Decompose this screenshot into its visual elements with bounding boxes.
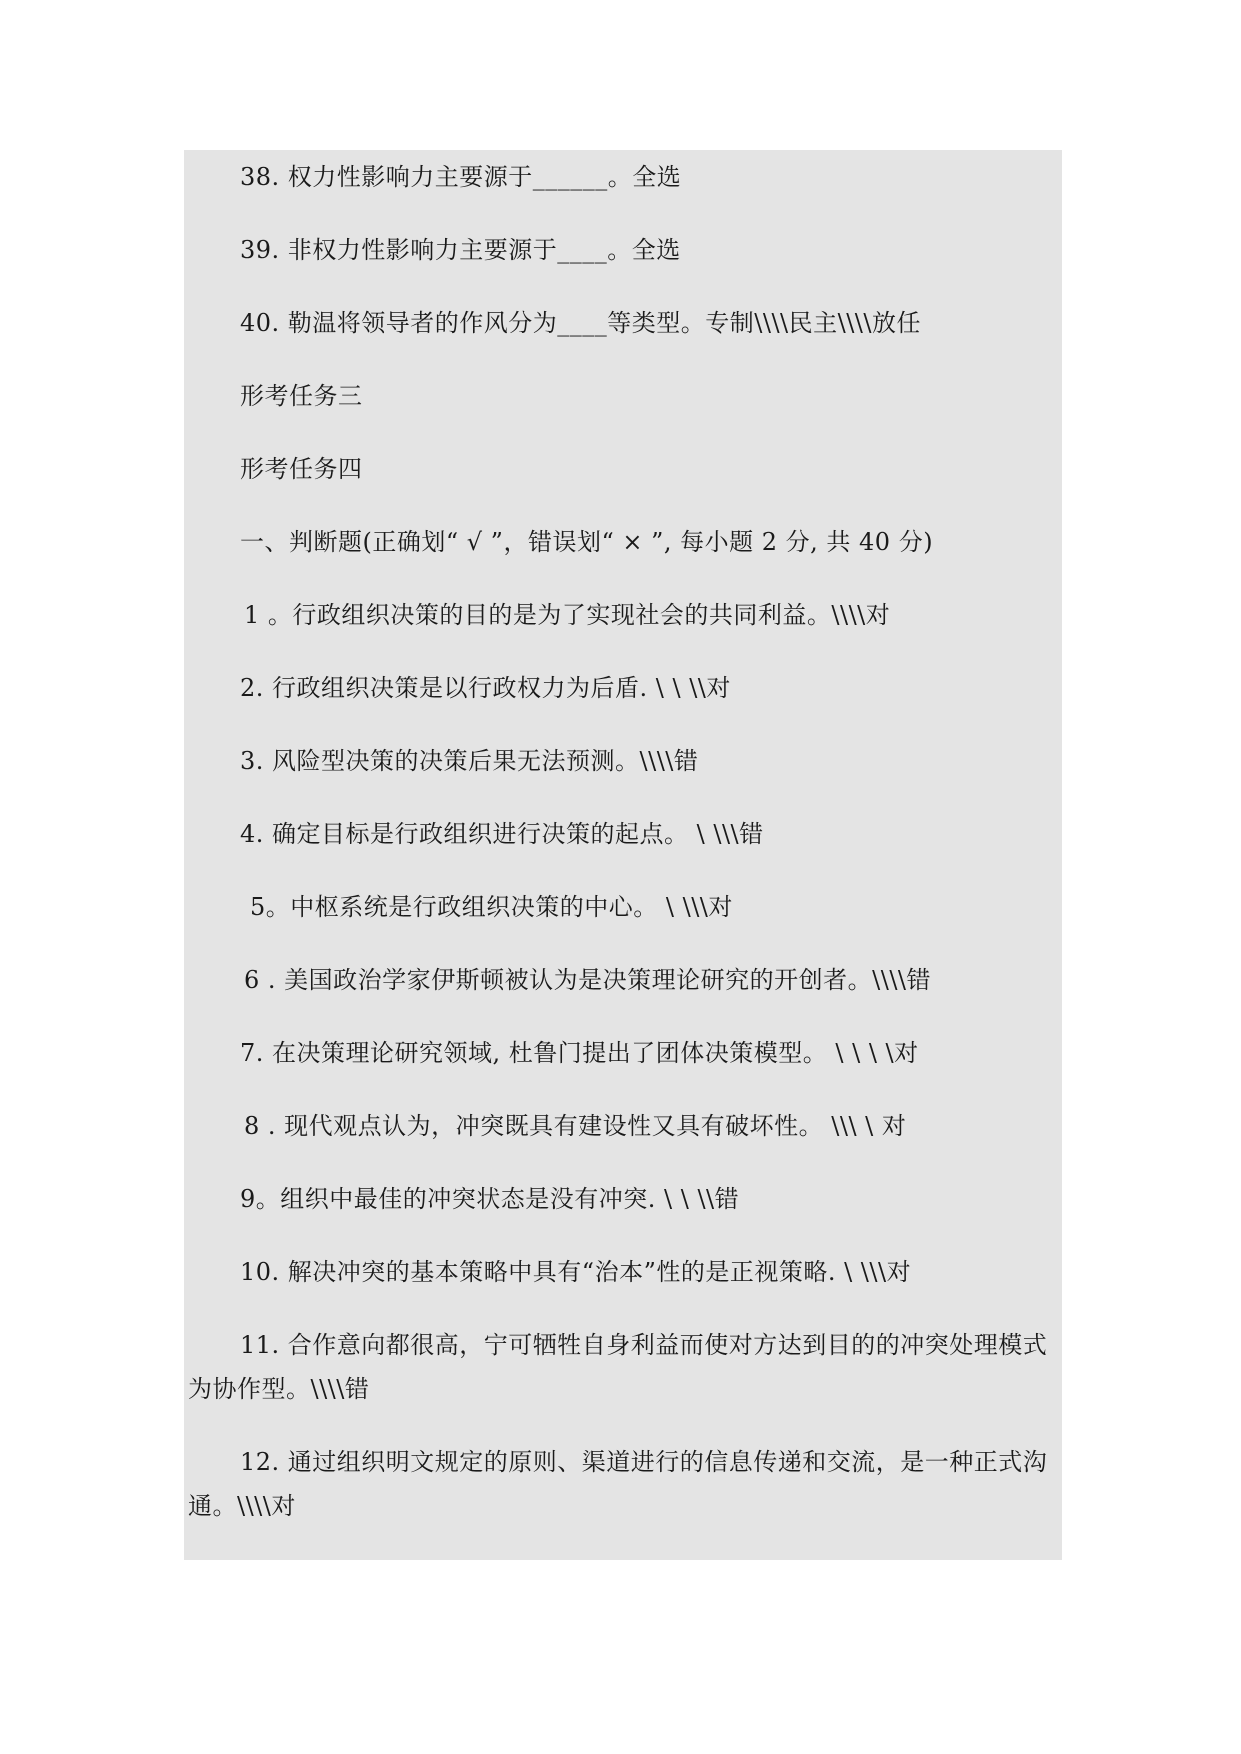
judgment-item-5: 5。中枢系统是行政组织决策的中心。 \ \\\对 — [250, 893, 733, 921]
judgment-item-2: 2. 行政组织决策是以行政权力为后盾. \ \ \\对 — [240, 674, 731, 702]
question-40: 40. 勒温将领导者的作风分为____等类型。专制\\\\民主\\\\放任 — [240, 309, 921, 337]
judgment-item-1: 1 。行政组织决策的目的是为了实现社会的共同利益。\\\\对 — [244, 601, 891, 629]
question-38: 38. 权力性影响力主要源于______。全选 — [240, 163, 682, 191]
section-heading-task-4: 形考任务四 — [240, 455, 363, 483]
judgment-item-7: 7. 在决策理论研究领域, 杜鲁门提出了团体决策模型。 \ \ \ \对 — [240, 1039, 919, 1067]
judgment-item-9: 9。组织中最佳的冲突状态是没有冲突. \ \ \\错 — [240, 1185, 740, 1213]
judgment-item-6: 6 . 美国政治学家伊斯顿被认为是决策理论研究的开创者。\\\\错 — [244, 966, 931, 994]
judgment-item-3: 3. 风险型决策的决策后果无法预测。\\\\错 — [240, 747, 699, 775]
judgment-item-12-line-2: 通。\\\\对 — [188, 1492, 296, 1520]
section-heading-task-3: 形考任务三 — [240, 382, 363, 410]
question-39: 39. 非权力性影响力主要源于____。全选 — [240, 236, 681, 264]
judgment-item-4: 4. 确定目标是行政组织进行决策的起点。 \ \\\错 — [240, 820, 764, 848]
judgment-item-11-line-2: 为协作型。\\\\错 — [188, 1375, 370, 1403]
judgment-item-8: 8 . 现代观点认为，冲突既具有建设性又具有破坏性。 \\\ \ 对 — [244, 1112, 907, 1140]
judgment-item-12-line-1: 12. 通过组织明文规定的原则、渠道进行的信息传递和交流，是一种正式沟 — [240, 1448, 1048, 1476]
judgment-item-10: 10. 解决冲突的基本策略中具有“治本”性的是正视策略. \ \\\对 — [240, 1258, 912, 1286]
judgment-item-11-line-1: 11. 合作意向都很高，宁可牺牲自身利益而使对方达到目的的冲突处理模式 — [240, 1331, 1048, 1359]
section-instructions: 一、判断题(正确划“ √ ”，错误划“ × ”, 每小题 2 分, 共 40 分) — [240, 528, 934, 556]
